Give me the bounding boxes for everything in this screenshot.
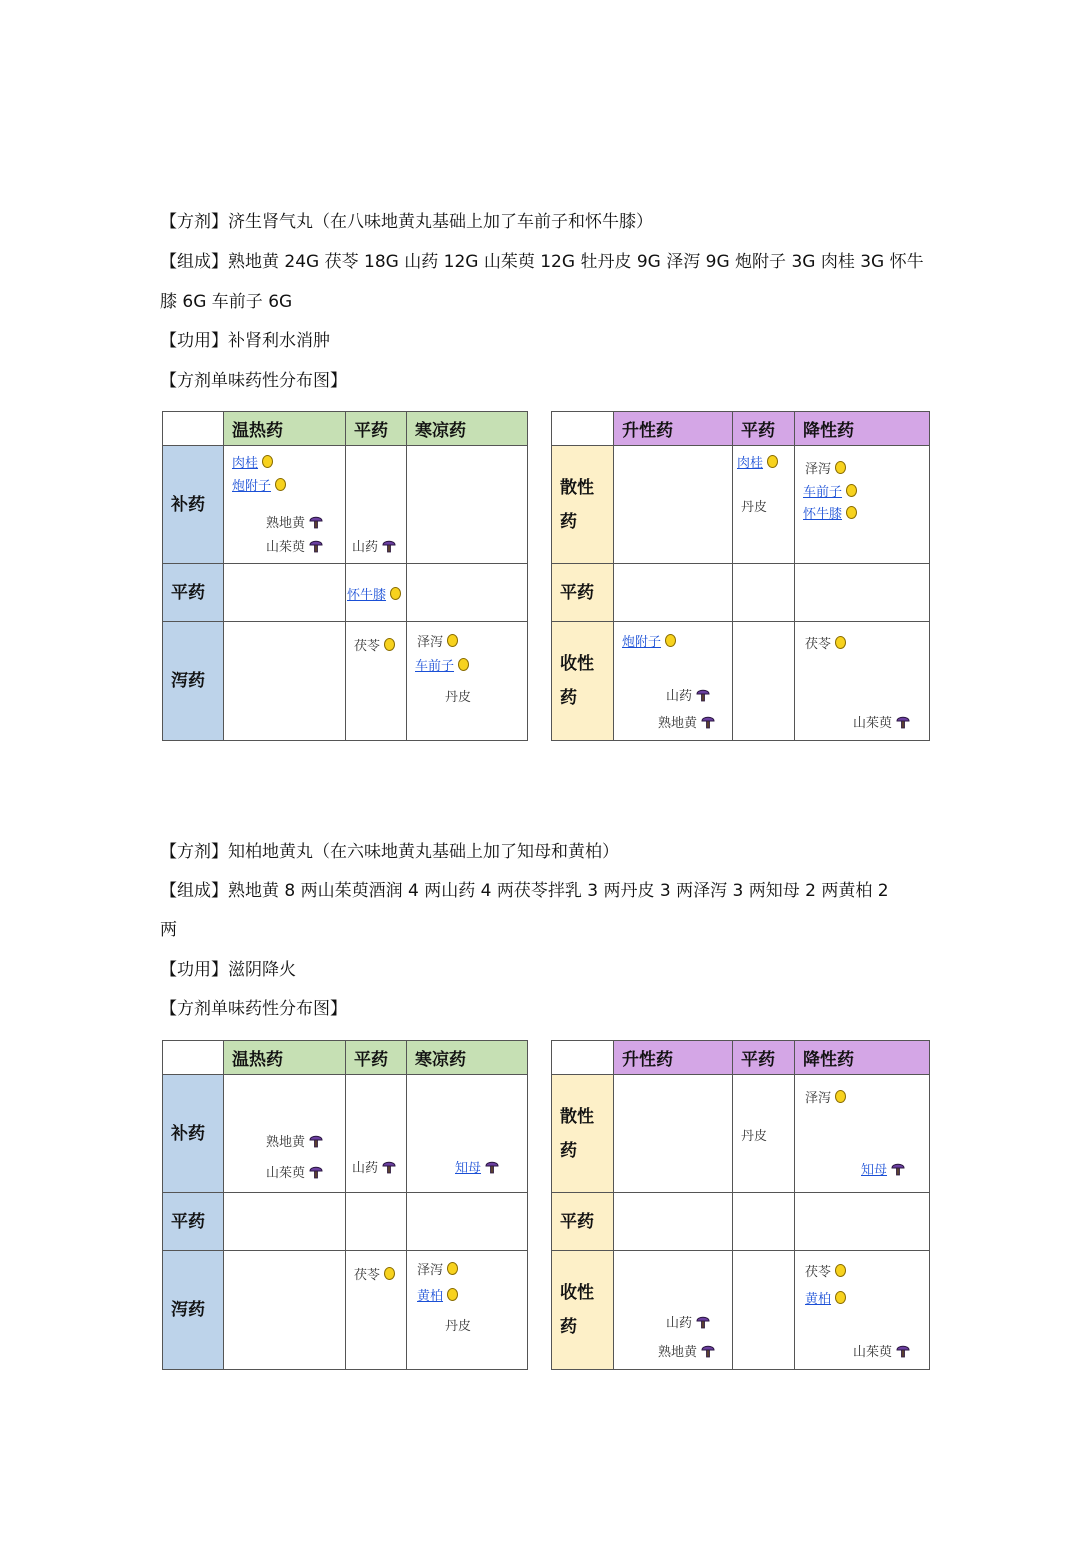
herb-item: 熟地黄 [658, 1341, 715, 1360]
herb-link[interactable]: 肉桂 [737, 456, 764, 471]
herb-item: 丹皮 [445, 1319, 472, 1334]
col-header-descend: 降性药 [795, 1041, 930, 1075]
sun-icon [458, 658, 469, 671]
corner-cell [552, 412, 614, 446]
herb-item[interactable] [803, 481, 857, 500]
mushroom-icon [701, 1343, 715, 1359]
herb-item[interactable] [415, 655, 469, 674]
sun-icon [835, 1090, 846, 1103]
herb-item: 山茱萸 [266, 536, 323, 555]
cell-neutral-neutral [346, 1193, 407, 1251]
col-header-warm: 温热药 [224, 412, 346, 446]
mushroom-icon [309, 538, 323, 554]
col-header-neutral: 平药 [346, 412, 407, 446]
col-header-warm: 温热药 [224, 1041, 346, 1075]
herb-item: 熟地黄 [266, 512, 323, 531]
row-header-disperse: 散性 药 [552, 446, 614, 564]
cell-neutral-ascend [614, 564, 733, 622]
col-header-descend: 降性药 [795, 412, 930, 446]
sun-icon [275, 478, 286, 491]
cell-purge-cool [407, 622, 528, 741]
herb-link[interactable]: 怀牛膝 [803, 507, 843, 522]
sun-icon [262, 455, 273, 468]
cell-disperse-descend [795, 1075, 930, 1193]
sun-icon [835, 1291, 846, 1304]
herb-item[interactable] [232, 452, 273, 471]
composition-line-cont: 膝 6G 车前子 6G [160, 292, 293, 312]
cell-astringe-ascend [614, 1251, 733, 1370]
mushroom-icon [896, 714, 910, 730]
col-header-neutral: 平药 [733, 412, 795, 446]
mushroom-icon [896, 1343, 910, 1359]
herb-item[interactable] [737, 452, 778, 471]
cell-neutral-descend [795, 564, 930, 622]
col-header-cool: 寒凉药 [407, 1041, 528, 1075]
warm-cool-table-1 [162, 411, 528, 741]
sun-icon [665, 634, 676, 647]
herb-item: 茯苓 [354, 1264, 395, 1283]
warm-cool-table-2 [162, 1040, 528, 1370]
col-header-cool: 寒凉药 [407, 412, 528, 446]
herb-link[interactable]: 车前子 [415, 659, 455, 674]
herb-item[interactable] [805, 1288, 846, 1307]
cell-neutral-cool [407, 564, 528, 622]
row-header-neutral: 平药 [552, 1193, 614, 1251]
cell-tonify-neutral [346, 1075, 407, 1193]
cell-purge-neutral [346, 622, 407, 741]
sun-icon [384, 1267, 395, 1280]
herb-item: 山茱萸 [266, 1162, 323, 1181]
herb-item: 丹皮 [741, 500, 768, 515]
herb-item[interactable] [232, 475, 286, 494]
sun-icon [835, 1264, 846, 1277]
herb-item: 山药 [666, 1312, 710, 1331]
mushroom-icon [382, 1159, 396, 1175]
herb-item: 熟地黄 [266, 1131, 323, 1150]
cell-tonify-cool [407, 1075, 528, 1193]
function-line: 【功用】补肾利水消肿 [160, 331, 330, 351]
cell-astringe-descend [795, 1251, 930, 1370]
herb-link[interactable]: 知母 [861, 1163, 888, 1178]
herb-item: 山药 [352, 536, 396, 555]
mushroom-icon [309, 1133, 323, 1149]
herb-item: 山药 [352, 1157, 396, 1176]
composition-line: 【组成】熟地黄 8 两山茱萸酒润 4 两山药 4 两茯苓拌乳 3 两丹皮 3 两泽泻 3 两知母 2 两黄柏 2 [160, 881, 889, 901]
row-header-disperse: 散性 药 [552, 1075, 614, 1193]
cell-neutral-neutral [346, 564, 407, 622]
row-header-neutral: 平药 [163, 564, 224, 622]
ascend-descend-table-2 [551, 1040, 930, 1370]
cell-disperse-neutral [733, 446, 795, 564]
col-header-ascend: 升性药 [614, 412, 733, 446]
cell-neutral-warm [224, 1193, 346, 1251]
row-header-astringe: 收性 药 [552, 622, 614, 741]
cell-astringe-neutral [733, 622, 795, 741]
ascend-descend-table-1 [551, 411, 930, 741]
composition-line: 【组成】熟地黄 24G 茯苓 18G 山药 12G 山茱萸 12G 牡丹皮 9G 泽泻 9G 炮附子 3G 肉桂 3G 怀牛 [160, 252, 924, 272]
cell-neutral-cool [407, 1193, 528, 1251]
corner-cell [163, 1041, 224, 1075]
chart-title: 【方剂单味药性分布图】 [160, 999, 347, 1019]
function-line: 【功用】滋阴降火 [160, 960, 296, 980]
sun-icon [447, 634, 458, 647]
herb-link[interactable]: 炮附子 [232, 479, 272, 494]
col-header-ascend: 升性药 [614, 1041, 733, 1075]
chart-title: 【方剂单味药性分布图】 [160, 371, 347, 391]
sun-icon [447, 1288, 458, 1301]
mushroom-icon [696, 1314, 710, 1330]
composition-line-cont: 两 [160, 920, 177, 940]
cell-astringe-neutral [733, 1251, 795, 1370]
herb-link[interactable]: 炮附子 [622, 635, 662, 650]
herb-item: 山茱萸 [853, 1341, 910, 1360]
cell-disperse-ascend [614, 1075, 733, 1193]
cell-disperse-neutral [733, 1075, 795, 1193]
mushroom-icon [696, 687, 710, 703]
herb-item: 泽泻 [417, 1259, 458, 1278]
herb-link[interactable]: 黄柏 [417, 1289, 444, 1304]
cell-neutral-neutral [733, 564, 795, 622]
cell-neutral-neutral [733, 1193, 795, 1251]
herb-link[interactable]: 怀牛膝 [347, 588, 387, 603]
mushroom-icon [382, 538, 396, 554]
sun-icon [390, 587, 401, 600]
herb-item: 丹皮 [445, 690, 472, 705]
sun-icon [846, 506, 857, 519]
herb-item[interactable] [622, 631, 676, 650]
herb-link[interactable]: 车前子 [803, 485, 843, 500]
mushroom-icon [891, 1161, 905, 1177]
mushroom-icon [309, 1164, 323, 1180]
cell-purge-warm [224, 1251, 346, 1370]
herb-item: 丹皮 [741, 1129, 768, 1144]
mushroom-icon [309, 514, 323, 530]
herb-item: 茯苓 [354, 635, 395, 654]
herb-item[interactable] [803, 503, 857, 522]
herb-item: 泽泻 [805, 458, 846, 477]
cell-purge-neutral [346, 1251, 407, 1370]
formula-line: 【方剂】知柏地黄丸（在六味地黄丸基础上加了知母和黄柏） [160, 842, 619, 862]
col-header-neutral: 平药 [346, 1041, 407, 1075]
herb-item: 泽泻 [805, 1087, 846, 1106]
cell-tonify-neutral [346, 446, 407, 564]
cell-tonify-warm [224, 446, 346, 564]
sun-icon [447, 1262, 458, 1275]
herb-item[interactable] [417, 1285, 458, 1304]
cell-disperse-descend [795, 446, 930, 564]
sun-icon [835, 636, 846, 649]
sun-icon [835, 461, 846, 474]
herb-item: 山茱萸 [853, 712, 910, 731]
row-header-tonify: 补药 [163, 1075, 224, 1193]
herb-item: 茯苓 [805, 1261, 846, 1280]
cell-neutral-ascend [614, 1193, 733, 1251]
row-header-purge: 泻药 [163, 622, 224, 741]
herb-item[interactable] [347, 584, 401, 603]
sun-icon [384, 638, 395, 651]
herb-item[interactable] [861, 1159, 905, 1178]
herb-link[interactable]: 知母 [455, 1161, 482, 1176]
row-header-neutral: 平药 [552, 564, 614, 622]
row-header-purge: 泻药 [163, 1251, 224, 1370]
mushroom-icon [485, 1159, 499, 1175]
mushroom-icon [701, 714, 715, 730]
herb-item: 茯苓 [805, 633, 846, 652]
cell-tonify-warm [224, 1075, 346, 1193]
herb-link[interactable]: 黄柏 [805, 1292, 832, 1307]
herb-item: 山药 [666, 685, 710, 704]
cell-purge-warm [224, 622, 346, 741]
corner-cell [552, 1041, 614, 1075]
herb-item: 熟地黄 [658, 712, 715, 731]
cell-disperse-ascend [614, 446, 733, 564]
sun-icon [846, 484, 857, 497]
cell-neutral-descend [795, 1193, 930, 1251]
row-header-tonify: 补药 [163, 446, 224, 564]
cell-tonify-cool [407, 446, 528, 564]
cell-astringe-descend [795, 622, 930, 741]
row-header-astringe: 收性 药 [552, 1251, 614, 1370]
row-header-neutral: 平药 [163, 1193, 224, 1251]
herb-item: 泽泻 [417, 631, 458, 650]
cell-astringe-ascend [614, 622, 733, 741]
col-header-neutral: 平药 [733, 1041, 795, 1075]
cell-neutral-warm [224, 564, 346, 622]
herb-link[interactable]: 肉桂 [232, 456, 259, 471]
formula-line: 【方剂】济生肾气丸（在八味地黄丸基础上加了车前子和怀牛膝） [160, 212, 653, 232]
cell-purge-cool [407, 1251, 528, 1370]
herb-item[interactable] [455, 1157, 499, 1176]
corner-cell [163, 412, 224, 446]
sun-icon [767, 455, 778, 468]
